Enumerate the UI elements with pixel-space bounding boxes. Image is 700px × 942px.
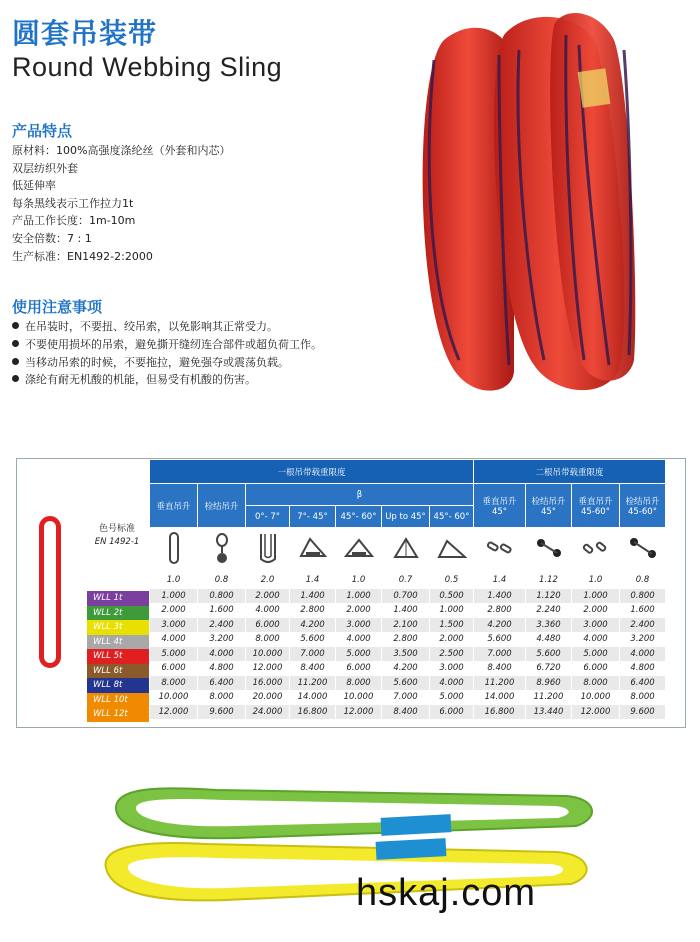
table-row (150, 705, 666, 720)
table-cell: 0.700 (382, 589, 430, 604)
table-cell: 0.800 (198, 589, 246, 604)
table-cell: 6.000 (336, 661, 382, 676)
note-item: 当移动吊索的时候，不要拖拉，避免强夺或震荡负载。 (12, 354, 322, 372)
angle-upto-45: Up to 45° (382, 506, 430, 528)
table-cell: 13.440 (526, 705, 572, 720)
table-row (150, 632, 666, 647)
table-cell: 8.000 (620, 690, 666, 705)
table-cell: 2.400 (620, 618, 666, 633)
bullet-icon (12, 322, 19, 329)
table-cell: 8.000 (246, 632, 290, 647)
table-cell: 4.000 (150, 632, 198, 647)
table-cell: 3.500 (382, 647, 430, 662)
table-row (150, 661, 666, 676)
feature-item: 安全倍数：7 : 1 (12, 231, 92, 245)
wll-label: WLL 10t (87, 693, 149, 708)
table-cell: 2.000 (572, 603, 620, 618)
table-cell: 10.000 (150, 690, 198, 705)
double-vertical-icon (474, 528, 526, 572)
col-double-choke: 栓结吊升 45° (526, 484, 572, 528)
table-cell: 8.000 (198, 690, 246, 705)
col-double-vertical-2: 垂直吊升 45-60° (572, 484, 620, 528)
table-cell: 12.000 (246, 661, 290, 676)
table-cell: 12.000 (336, 705, 382, 720)
table-cell: 4.000 (246, 603, 290, 618)
table-cell: 3.000 (150, 618, 198, 633)
table-cell: 12.000 (572, 705, 620, 720)
note-item: 涤纶有耐无机酸的机能，但易受有机酸的伤害。 (12, 371, 322, 389)
title-english: Round Webbing Sling (12, 52, 283, 82)
wll-label: WLL 1t (87, 591, 149, 606)
table-cell: 1.600 (198, 603, 246, 618)
table-cell: 14.000 (474, 690, 526, 705)
table-cell: 6.400 (198, 676, 246, 691)
double-sling-header: 二根吊带载重限度 (474, 460, 666, 484)
color-standard-label: 色号标准 (98, 524, 135, 534)
notes-heading: 使用注意事项 (12, 298, 103, 316)
table-cell: 5.600 (382, 676, 430, 691)
double-choke-icon (526, 528, 572, 572)
table-cell: 4.000 (430, 676, 474, 691)
table-cell: 1.000 (430, 603, 474, 618)
factor-cell: 1.4 (474, 572, 526, 589)
table-cell: 16.800 (474, 705, 526, 720)
table-cell: 11.200 (290, 676, 336, 691)
feature-item: 原材料：100%高强度涤纶丝（外套和内芯） (12, 144, 231, 157)
table-cell: 8.000 (150, 676, 198, 691)
table-cell: 2.800 (290, 603, 336, 618)
table-cell: 2.000 (246, 589, 290, 604)
factor-cell: 1.4 (290, 572, 336, 589)
basket-lift-icon (246, 528, 290, 572)
table-cell: 1.120 (526, 589, 572, 604)
table-row (150, 676, 666, 691)
bullet-icon (12, 340, 19, 347)
factor-cell: 1.0 (336, 572, 382, 589)
table-cell: 11.200 (474, 676, 526, 691)
factor-cell: 1.0 (572, 572, 620, 589)
table-cell: 5.000 (336, 647, 382, 662)
table-cell: 5.000 (572, 647, 620, 662)
table-cell: 1.000 (150, 589, 198, 604)
table-cell: 24.000 (246, 705, 290, 720)
hitch-upto-45-icon (382, 528, 430, 572)
choke-lift-icon (198, 528, 246, 572)
table-cell: 3.000 (572, 618, 620, 633)
table-cell: 5.600 (526, 647, 572, 662)
table-cell: 14.000 (290, 690, 336, 705)
table-cell: 0.800 (620, 589, 666, 604)
table-cell: 8.960 (526, 676, 572, 691)
table-cell: 4.200 (382, 661, 430, 676)
feature-item: 双层纺织外套 (12, 161, 78, 175)
table-cell: 4.200 (290, 618, 336, 633)
red-sling-photo (404, 10, 644, 405)
table-row (150, 618, 666, 633)
table-row (150, 603, 666, 618)
col-double-vertical: 垂直吊升 45° (474, 484, 526, 528)
table-cell: 9.600 (620, 705, 666, 720)
bullet-icon (12, 375, 19, 382)
color-standard-column (17, 459, 149, 729)
col-choke: 栓结吊升 (198, 484, 246, 528)
table-cell: 1.400 (290, 589, 336, 604)
table-cell: 20.000 (246, 690, 290, 705)
load-table (16, 458, 686, 728)
table-cell: 6.000 (430, 705, 474, 720)
table-cell: 3.000 (336, 618, 382, 633)
basket-45-60-icon (336, 528, 382, 572)
factor-cell: 0.8 (198, 572, 246, 589)
table-cell: 2.400 (198, 618, 246, 633)
notes-list (12, 318, 322, 389)
table-cell: 2.000 (430, 632, 474, 647)
table-cell: 1.400 (382, 603, 430, 618)
note-item: 在吊装时，不要扭、绞吊索，以免影响其正常受力。 (12, 318, 322, 336)
feature-item: 产品工作长度：1m-10m (12, 214, 136, 228)
table-cell: 4.800 (620, 661, 666, 676)
table-cell: 3.360 (526, 618, 572, 633)
features-heading: 产品特点 (12, 122, 73, 140)
factor-cell: 0.5 (430, 572, 474, 589)
table-cell: 1.600 (620, 603, 666, 618)
table-cell: 2.800 (474, 603, 526, 618)
col-double-choke-2: 栓结吊升 45-60° (620, 484, 666, 528)
vertical-lift-icon (150, 528, 198, 572)
feature-item: 低延伸率 (12, 179, 56, 193)
table-cell: 6.000 (150, 661, 198, 676)
table-cell: 1.000 (336, 589, 382, 604)
table-cell: 1.000 (572, 589, 620, 604)
table-cell: 10.000 (246, 647, 290, 662)
table-cell: 5.600 (290, 632, 336, 647)
table-cell: 6.000 (572, 661, 620, 676)
factor-cell: 2.0 (246, 572, 290, 589)
table-cell: 2.500 (430, 647, 474, 662)
note-item: 不要使用损坏的吊索，避免撕开缝纫连合部件或超负荷工作。 (12, 336, 322, 354)
table-cell: 2.000 (336, 603, 382, 618)
table-cell: 3.200 (198, 632, 246, 647)
factor-cell: 0.7 (382, 572, 430, 589)
table-cell: 5.000 (150, 647, 198, 662)
wll-label: WLL 5t (87, 649, 149, 664)
table-cell: 11.200 (526, 690, 572, 705)
table-cell: 4.000 (620, 647, 666, 662)
table-cell: 1.400 (474, 589, 526, 604)
table-cell: 4.000 (336, 632, 382, 647)
table-cell: 8.000 (572, 676, 620, 691)
angle-7-45: 7°- 45° (290, 506, 336, 528)
table-cell: 10.000 (572, 690, 620, 705)
angle-45-60: 45°- 60° (336, 506, 382, 528)
table-cell: 7.000 (290, 647, 336, 662)
bullet-icon (12, 358, 19, 365)
wll-label: WLL 3t (87, 620, 149, 635)
table-cell: 8.400 (474, 661, 526, 676)
wll-label: WLL 12t (87, 707, 149, 722)
table-row (150, 589, 666, 604)
single-sling-header: 一根吊带载重限度 (150, 460, 474, 484)
beta-header: β (246, 484, 474, 506)
table-row (150, 690, 666, 705)
table-cell: 8.000 (336, 676, 382, 691)
table-cell: 7.000 (474, 647, 526, 662)
table-cell: 4.200 (474, 618, 526, 633)
angle-0-7: 0°- 7° (246, 506, 290, 528)
wll-label: WLL 6t (87, 664, 149, 679)
title-chinese: 圆套吊装带 (12, 17, 158, 50)
table-row (150, 647, 666, 662)
table-cell: 4.480 (526, 632, 572, 647)
feature-item: 生产标准：EN1492-2:2000 (12, 249, 153, 263)
table-cell: 16.000 (246, 676, 290, 691)
double-vertical-45-60-icon (572, 528, 620, 572)
features-list (12, 142, 230, 265)
table-cell: 4.800 (198, 661, 246, 676)
table-cell: 4.000 (198, 647, 246, 662)
angle-45-60-b: 45°- 60° (430, 506, 474, 528)
table-cell: 2.240 (526, 603, 572, 618)
col-vertical: 垂直吊升 (150, 484, 198, 528)
table-cell: 9.600 (198, 705, 246, 720)
feature-item: 每条黑线表示工作拉力1t (12, 196, 134, 210)
basket-7-45-icon (290, 528, 336, 572)
standard-code: EN 1492-1 (94, 537, 140, 547)
sling-loop-icon (39, 516, 61, 668)
table-cell: 16.800 (290, 705, 336, 720)
table-cell: 12.000 (150, 705, 198, 720)
table-cell: 2.100 (382, 618, 430, 633)
table-cell: 2.000 (150, 603, 198, 618)
table-cell: 4.000 (572, 632, 620, 647)
double-choke-45-60-icon (620, 528, 666, 572)
factor-cell: 1.12 (526, 572, 572, 589)
table-cell: 8.400 (290, 661, 336, 676)
table-cell: 3.000 (430, 661, 474, 676)
factor-cell: 0.8 (620, 572, 666, 589)
factor-cell: 1.0 (150, 572, 198, 589)
table-cell: 10.000 (336, 690, 382, 705)
table-cell: 6.400 (620, 676, 666, 691)
table-cell: 8.400 (382, 705, 430, 720)
factor-row (150, 572, 666, 589)
spec-grid (149, 459, 666, 720)
wll-label: WLL 2t (87, 606, 149, 621)
wll-label: WLL 4t (87, 635, 149, 650)
table-cell: 3.200 (620, 632, 666, 647)
table-cell: 1.500 (430, 618, 474, 633)
table-cell: 6.000 (246, 618, 290, 633)
hitch-45-60-icon (430, 528, 474, 572)
site-watermark: hskaj.com (356, 872, 537, 914)
table-cell: 5.000 (430, 690, 474, 705)
table-cell: 7.000 (382, 690, 430, 705)
table-cell: 6.720 (526, 661, 572, 676)
table-cell: 5.600 (474, 632, 526, 647)
table-cell: 2.800 (382, 632, 430, 647)
table-cell: 0.500 (430, 589, 474, 604)
wll-label: WLL 8t (87, 678, 149, 693)
